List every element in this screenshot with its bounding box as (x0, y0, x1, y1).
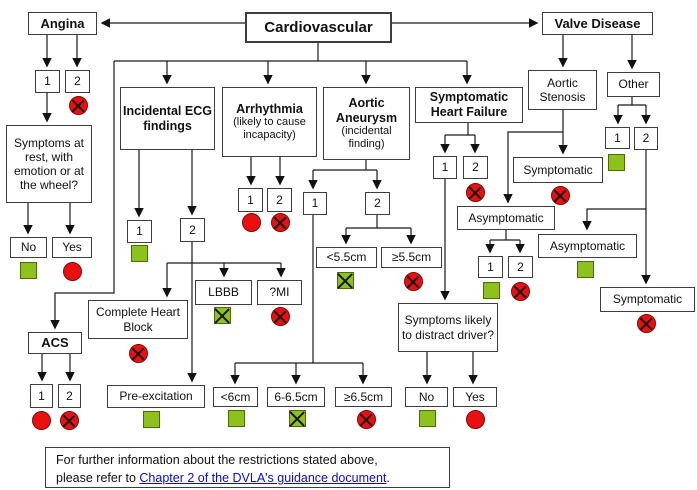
red-circle-x-icon (637, 314, 656, 333)
node-yes-distract: Yes (453, 387, 497, 407)
node-asymptomatic-option-2: 2 (508, 256, 533, 278)
node-angina-option-1: 1 (35, 70, 60, 93)
red-circle-icon (63, 262, 82, 281)
green-square-icon (483, 282, 500, 299)
node-less-5-5cm: <5.5cm (316, 247, 377, 268)
node-aortic-stenosis: Aortic Stenosis (528, 70, 597, 110)
node-no-distract: No (405, 387, 448, 407)
node-arrhythmia-option-2: 2 (267, 188, 292, 212)
node-acs-option-1: 1 (30, 384, 53, 408)
red-circle-x-icon (271, 213, 290, 232)
node-incidental-ecg: Incidental ECG findings (120, 87, 215, 150)
footer-line2-prefix: please refer to (56, 471, 140, 486)
node-aneurysm-subtitle: (incidental finding) (341, 125, 392, 151)
node-arrhythmia-subtitle: (likely to cause incapacity) (233, 116, 306, 142)
red-circle-x-icon (60, 411, 79, 430)
node-6-to-6-5cm: 6-6.5cm (267, 387, 325, 407)
node-shf-option-2: 2 (463, 156, 488, 179)
node-arrhythmia-title: Arrhythmia (236, 101, 303, 116)
node-other-symptomatic: Symptomatic (600, 287, 695, 312)
node-other-valve: Other (607, 72, 660, 97)
node-iecg-option-2: 2 (180, 218, 205, 242)
node-acs-option-2: 2 (58, 384, 81, 408)
node-arrhythmia (222, 87, 317, 157)
red-circle-x-icon (466, 183, 485, 202)
node-other-option-2: 2 (634, 127, 658, 150)
green-square-x-icon (337, 272, 354, 289)
node-yes-angina: Yes (52, 237, 92, 258)
red-circle-x-icon (129, 344, 148, 363)
green-square-icon (143, 411, 160, 428)
footer-line1: For further information about the restrictions stated above, (56, 453, 378, 467)
green-square-icon (419, 410, 436, 427)
node-stenosis-asymptomatic: Asymptomatic (457, 206, 555, 230)
red-circle-x-icon (404, 272, 423, 291)
dvla-guidance-link[interactable]: Chapter 2 of the DVLA's guidance document (139, 471, 387, 486)
red-circle-x-icon (357, 410, 376, 429)
footer-note (45, 447, 450, 488)
node-aneurysm-option-1: 1 (303, 192, 327, 215)
green-square-icon (131, 245, 148, 262)
node-stenosis-symptomatic: Symptomatic (513, 157, 603, 183)
node-valve-disease: Valve Disease (542, 12, 653, 35)
red-circle-x-icon (271, 307, 290, 326)
node-aneurysm-title: Aortic Aneurysm (335, 95, 398, 125)
green-square-x-icon (214, 307, 231, 324)
node-symptoms-distract-driver: Symptoms likely to distract driver? (398, 303, 498, 352)
green-square-icon (228, 410, 245, 427)
node-aneurysm-option-2: 2 (365, 192, 390, 215)
green-square-icon (608, 154, 625, 171)
node-angina: Angina (28, 12, 97, 35)
node-other-option-1: 1 (605, 127, 630, 149)
node-ge-6-5cm: ≥6.5cm (335, 387, 392, 407)
node-aortic-aneurysm (323, 87, 410, 160)
node-complete-heart-block: Complete Heart Block (88, 300, 188, 339)
node-no-angina: No (10, 237, 47, 258)
node-query-mi: ?MI (257, 280, 302, 305)
red-circle-x-icon (69, 96, 88, 115)
node-lbbb: LBBB (195, 280, 252, 305)
red-circle-icon (32, 411, 51, 430)
node-less-6cm: <6cm (213, 387, 258, 407)
node-angina-option-2: 2 (65, 70, 90, 93)
node-cardiovascular: Cardiovascular (245, 12, 392, 43)
node-ge-5-5cm: ≥5.5cm (381, 247, 442, 268)
green-square-icon (577, 261, 594, 278)
node-symptoms-at-rest: Symptoms at rest, with emotion or at the wheel? (6, 125, 92, 203)
node-arrhythmia-option-1: 1 (238, 188, 263, 212)
red-circle-icon (242, 213, 261, 232)
node-asymptomatic-option-1: 1 (478, 256, 503, 278)
node-symptomatic-heart-failure: Symptomatic Heart Failure (415, 87, 523, 123)
red-circle-icon (466, 410, 485, 429)
node-acs: ACS (28, 332, 82, 354)
green-square-icon (20, 262, 37, 279)
node-pre-excitation: Pre-excitation (107, 385, 205, 408)
red-circle-x-icon (511, 282, 530, 301)
green-square-x-icon (289, 410, 306, 427)
node-other-asymptomatic: Asymptomatic (538, 234, 637, 258)
red-circle-x-icon (551, 186, 570, 205)
node-shf-option-1: 1 (433, 156, 457, 179)
node-iecg-option-1: 1 (127, 220, 152, 243)
footer-line2-suffix: . (386, 471, 390, 486)
